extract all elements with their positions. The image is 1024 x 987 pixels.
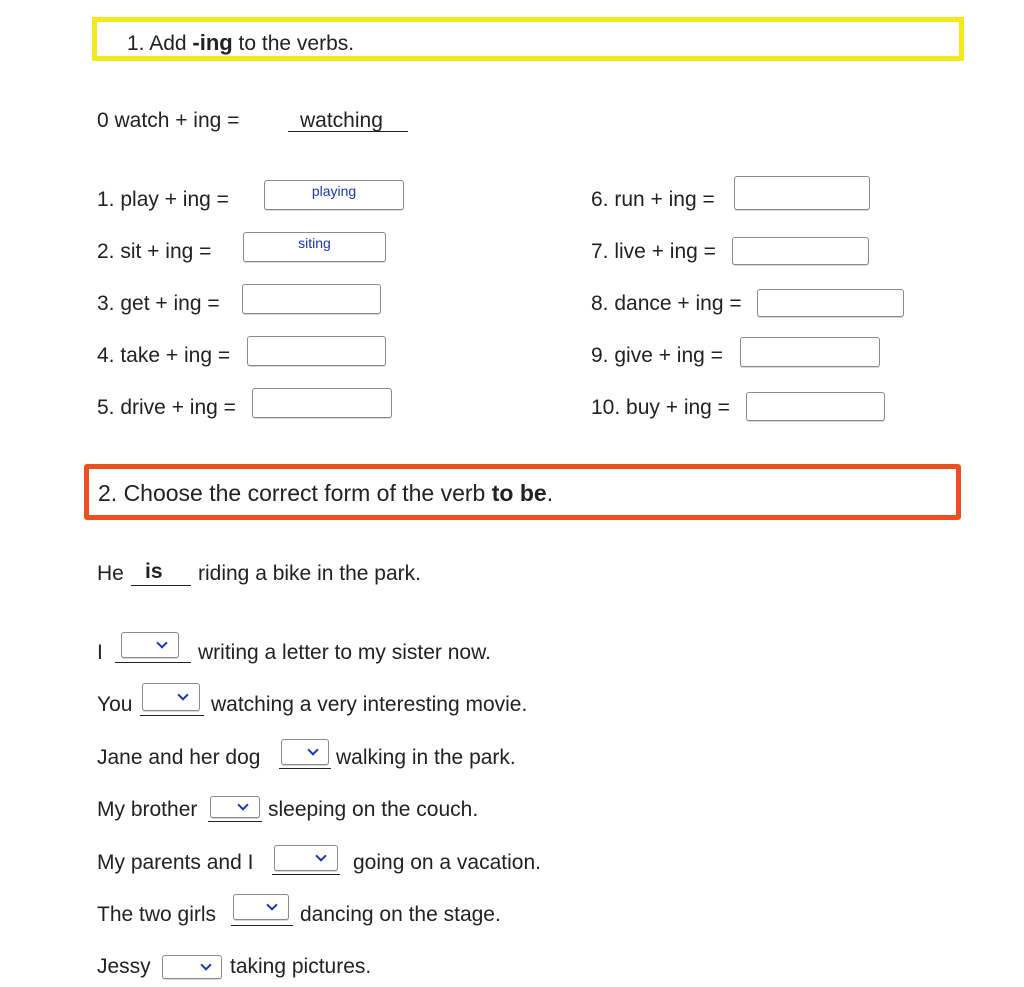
item-label: 9. give + ing =: [591, 344, 723, 367]
example-subject: He: [97, 562, 124, 585]
blank-underline: [208, 821, 262, 822]
chevron-down-icon: [315, 850, 326, 861]
verb-select-4[interactable]: [210, 796, 260, 818]
item-label: 5. drive + ing =: [97, 396, 236, 419]
sentence-subject: You: [97, 693, 133, 716]
sentence-subject: The two girls: [97, 903, 217, 926]
answer-input-get[interactable]: [242, 284, 381, 314]
section2-title: 2. Choose the correct form of the verb to be.: [98, 480, 554, 506]
sentence-subject: Jessy: [97, 955, 151, 978]
answer-input-sit[interactable]: siting: [243, 232, 386, 262]
example-label: 0 watch + ing =: [97, 109, 240, 132]
verb-select-7[interactable]: [162, 955, 222, 979]
sentence-rest: walking in the park.: [336, 746, 516, 769]
verb-select-2[interactable]: [142, 683, 200, 711]
section1-header: [92, 17, 964, 61]
sentence-subject: I: [97, 641, 103, 664]
item-label: 8. dance + ing =: [591, 292, 742, 315]
answer-input-take[interactable]: [247, 336, 386, 366]
sentence-rest: taking pictures.: [230, 955, 372, 978]
item-label: 2. sit + ing =: [97, 240, 212, 263]
answer-input-buy[interactable]: [746, 392, 885, 421]
verb-select-1[interactable]: [121, 632, 179, 658]
answer-input-dance[interactable]: [757, 289, 904, 317]
example-underline: [131, 585, 191, 586]
chevron-down-icon: [177, 689, 188, 700]
chevron-down-icon: [156, 637, 167, 648]
blank-underline: [140, 715, 204, 716]
sentence-subject: My brother: [97, 798, 198, 821]
blank-underline: [272, 874, 340, 875]
sentence-rest: going on a vacation.: [353, 851, 541, 874]
chevron-down-icon: [200, 959, 211, 970]
example-rest: riding a bike in the park.: [198, 562, 421, 585]
blank-underline: [231, 925, 293, 926]
chevron-down-icon: [237, 799, 248, 810]
chevron-down-icon: [307, 744, 318, 755]
answer-input-run[interactable]: [734, 176, 870, 210]
blank-underline: [279, 768, 331, 769]
example-answer-is: is: [145, 560, 163, 583]
example-answer: watching: [300, 109, 383, 132]
verb-select-5[interactable]: [274, 845, 338, 871]
example-underline: [288, 131, 408, 132]
sentence-rest: sleeping on the couch.: [268, 798, 479, 821]
chevron-down-icon: [266, 899, 277, 910]
sentence-rest: writing a letter to my sister now.: [198, 641, 491, 664]
item-label: 6. run + ing =: [591, 188, 715, 211]
section2-header: [84, 464, 961, 520]
verb-select-6[interactable]: [233, 894, 289, 920]
sentence-rest: dancing on the stage.: [300, 903, 501, 926]
answer-input-drive[interactable]: [252, 388, 392, 418]
answer-input-play[interactable]: playing: [264, 180, 404, 210]
item-label: 4. take + ing =: [97, 344, 231, 367]
answer-input-give[interactable]: [740, 337, 880, 367]
sentence-subject: Jane and her dog: [97, 746, 261, 769]
section1-title: 1. Add -ing to the verbs.: [127, 30, 355, 55]
item-label: 3. get + ing =: [97, 292, 220, 315]
blank-underline: [115, 662, 191, 663]
item-label: 10. buy + ing =: [591, 396, 730, 419]
answer-input-live[interactable]: [732, 237, 869, 265]
item-label: 7. live + ing =: [591, 240, 716, 263]
sentence-subject: My parents and I: [97, 851, 254, 874]
sentence-rest: watching a very interesting movie.: [211, 693, 528, 716]
item-label: 1. play + ing =: [97, 188, 229, 211]
verb-select-3[interactable]: [281, 739, 329, 765]
